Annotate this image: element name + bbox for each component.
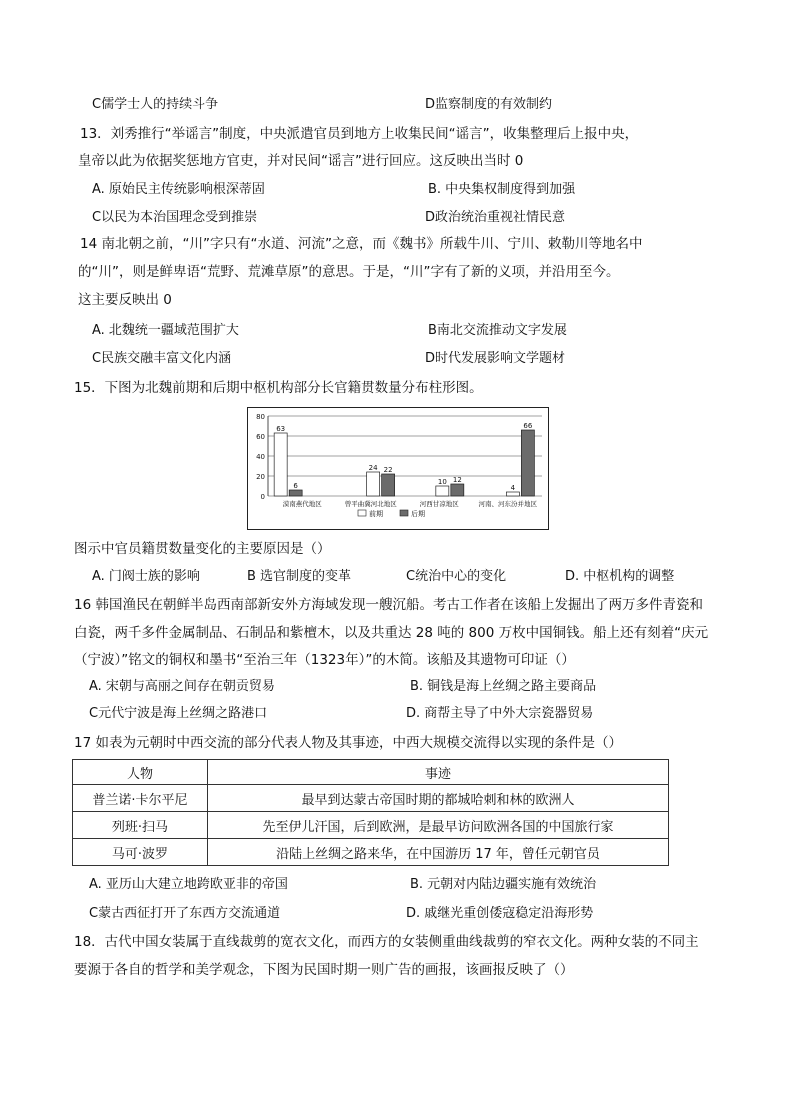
q16-stem-line3: （宁波）”铭文的铜权和墨书“至治三年（1323年）”的木简。该船及其遗物可印证（） [74,652,575,668]
q16-stem-line2: 白瓷，两千多件金属制品、石制品和紫檀木，以及共重达 28 吨的 800 万枚中国铜钱。船上还有刻着“庆元 [74,625,709,641]
q15-stem-line1: 15．下图为北魏前期和后期中枢机构部分长官籍贯数量分布柱形图。 [74,380,483,396]
q15-option-b: B 选官制度的变革 [247,569,352,584]
data-label: 10 [437,478,447,486]
legend-label-pre: 前期 [369,510,383,518]
q14-option-b: B南北交流推动文字发展 [428,323,567,338]
table-cell-person: 马可·波罗 [73,839,208,866]
q14-option-d: D时代发展影响文学题材 [425,351,566,366]
bar-chart-svg [248,408,548,529]
q13-stem-line1: 13．刘秀推行“举谣言”制度，中央派遣官员到地方上收集民间“谣言”，收集整理后上报中央， [80,126,639,142]
legend-label-post: 后期 [411,510,425,518]
q12-option-d: D监察制度的有效制约 [425,97,553,112]
y-tick-label: 40 [256,453,265,461]
table-header-deeds: 事迹 [208,760,669,785]
q13-option-b: B. 中央集权制度得到加强 [428,182,576,197]
q17-stem-line1: 17 如表为元朝时中西交流的部分代表人物及其事迹，中西大规模交流得以实现的条件是（） [74,735,622,751]
q15-option-c: C统治中心的变化 [406,569,507,584]
bar-post [451,484,464,496]
table-cell-deeds: 先至伊儿汗国，后到欧洲，是最早访问欧洲各国的中国旅行家 [208,812,669,839]
q17-table [72,759,669,866]
bar-pre [367,472,380,496]
y-tick-label: 20 [256,473,265,481]
bar-post [521,430,534,496]
q17-option-a: A. 亚历山大建立地跨欧亚非的帝国 [89,877,288,892]
data-label: 24 [368,464,378,472]
q14-stem-line2: 的“川”，则是鲜卑语“荒野、荒滩草原”的意思。于是，“川”字有了新的义项，并沿用至今。 [78,264,620,280]
q18-stem-line1: 18．古代中国女装属于直线裁剪的宽衣文化，而西方的女装侧重曲线裁剪的窄衣文化。两种女装的不同主 [74,934,699,950]
q16-option-a: A. 宋朝与高丽之间存在朝贡贸易 [89,679,275,694]
table-header-row [73,760,669,785]
q15-stem-line2: 图示中官员籍贯数量变化的主要原因是（） [74,541,331,557]
bar-pre [274,433,287,496]
q15-option-a: A. 门阀士族的影响 [92,569,200,584]
q16-option-d: D. 商帮主导了中外大宗瓷器贸易 [406,706,594,721]
table-row [73,812,669,839]
bar-pre [436,486,449,496]
q12-option-c: C儒学士人的持续斗争 [92,97,219,112]
y-tick-label: 0 [260,493,265,501]
q18-stem-line2: 要源于各自的哲学和美学观念，下图为民国时期一则广告的画报，该画报反映了（） [74,962,574,978]
x-tick-label: 河南、河东汾并地区 [478,500,537,508]
bar-pre [506,492,519,496]
q16-option-b: B. 铜钱是海上丝绸之路主要商品 [410,679,597,694]
data-label: 63 [276,425,286,433]
q16-option-c: C元代宁波是海上丝绸之路港口 [89,706,268,721]
q14-option-a: A. 北魏统一疆域范围扩大 [92,323,239,338]
q17-option-c: C蒙古西征打开了东西方交流通道 [89,906,281,921]
table-header-person: 人物 [73,760,208,785]
q14-stem-line1: 14 南北朝之前，“川”字只有“水道、河流”之意，而《魏书》所载牛川、宁川、敕勒川等地名中 [80,236,643,252]
q15-option-d: D. 中枢机构的调整 [565,569,675,584]
bar-chart [247,407,549,530]
x-tick-label: 漠南燕代地区 [282,500,322,508]
q13-option-c: C以民为本治国理念受到推崇 [92,210,258,225]
data-label: 12 [452,476,462,484]
bar-post [382,474,395,496]
data-label: 22 [383,466,393,474]
table-cell-deeds: 沿陆上丝绸之路来华，在中国游历 17 年，曾任元朝官员 [208,839,669,866]
data-label: 4 [510,484,516,492]
table-row [73,839,669,866]
q14-stem-line3: 这主要反映出 0 [78,292,172,308]
data-label: 66 [523,422,533,430]
data-label: 6 [293,482,298,490]
q13-stem-line2: 皇帝以此为依据奖惩地方官吏，并对民间“谣言”进行回应。这反映出当时 0 [78,153,524,169]
table-row [73,785,669,812]
q17-option-d: D. 戚继光重创倭寇稳定沿海形势 [406,906,594,921]
table-cell-deeds: 最早到达蒙古帝国时期的都城哈刺和林的欧洲人 [208,785,669,812]
x-tick-label: 河西甘凉地区 [419,500,459,508]
legend-swatch-post [400,510,408,516]
q14-option-c: C民族交融丰富文化内涵 [92,351,232,366]
y-tick-label: 80 [256,413,265,421]
q17-option-b: B. 元朝对内陆边疆实施有效统治 [410,877,597,892]
legend-swatch-pre [358,510,366,516]
q13-option-a: A. 原始民主传统影响根深蒂固 [92,182,265,197]
q16-stem-line1: 16 韩国渔民在朝鲜半岛西南部新安外方海域发现一艘沉船。考古工作者在该船上发掘出了两万多件青瓷和 [74,597,703,613]
table-cell-person: 列班·扫马 [73,812,208,839]
bar-post [289,490,302,496]
table-cell-person: 普兰诺·卡尔平尼 [73,785,208,812]
x-tick-label: 曾平曲冀河北地区 [344,500,397,508]
y-tick-label: 60 [256,433,265,441]
q13-option-d: D政治统治重视社情民意 [425,210,566,225]
